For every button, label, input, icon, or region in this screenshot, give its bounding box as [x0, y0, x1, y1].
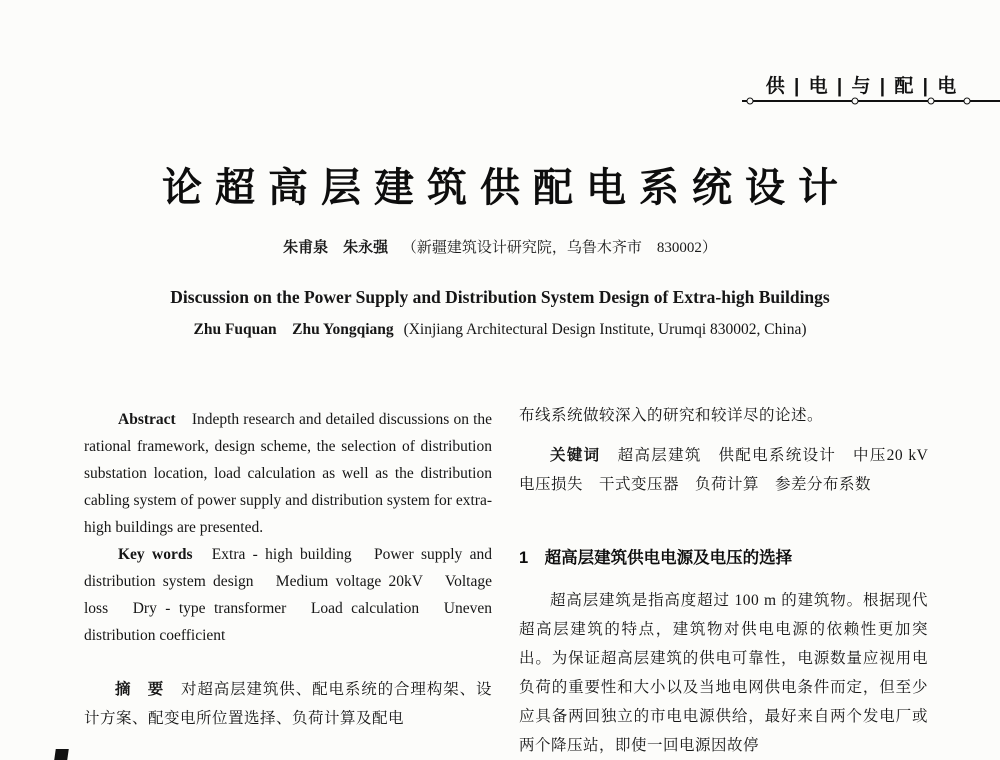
abstract-text: Indepth research and detailed discussions on the rational framework, design scheme, the selection of distribution substation location, load calculation as well as the distribution cabling system of power supply and distribution system for extra-high buildings are presented. — [84, 411, 493, 536]
rubric-divider-line — [742, 100, 1000, 102]
abstract-paragraph-cn — [84, 675, 492, 733]
keywords-text-en: Extra - high building Power supply and distribution system design Medium voltage 20kV Voltage loss Dry - type transformer Load calculation Uneven distribution coefficient — [84, 546, 492, 644]
keywords-label-cn: 关键词 — [550, 447, 601, 464]
keywords-text-cn: 超高层建筑 供配电系统设计 中压20 kV 电压损失 干式变压器 负荷计算 参差分布系数 — [519, 447, 945, 493]
keywords-label-en: Key words — [118, 546, 193, 563]
scan-artifact — [54, 749, 69, 760]
left-column — [84, 406, 492, 733]
section-1-body: 超高层建筑是指高度超过 100 m 的建筑物。根据现代超高层建筑的特点，建筑物对供电电源的依赖性更加突出。为保证超高层建筑的供电可靠性，电源数量应视用电负荷的重要性和大小以及当地电网供电条件而定，但至少应具备两回独立的市电电源供给，最好来自两个发电厂或两个降压站，即使一回电源因故停 — [519, 592, 928, 754]
rubric-title: 供 | 电 | 与 | 配 | 电 — [765, 76, 959, 97]
authors-line-cn — [0, 236, 1000, 257]
abstract-text-cn: 对超高层建筑供、配电系统的合理构架、设计方案、配变电所位置选择、负荷计算及配电 — [84, 681, 492, 727]
abstract-continuation-cn: 布线系统做较深入的研究和较详尽的论述。 — [519, 407, 824, 424]
article-title-cn: 论超高层建筑供配电系统设计 — [162, 166, 851, 210]
divider-node-icon — [964, 98, 971, 105]
author-names-en: Zhu Fuquan Zhu Yongqiang — [193, 321, 394, 338]
article-title-en: Discussion on the Power Supply and Distribution System Design of Extra-high Buildings — [170, 287, 830, 307]
abstract-label: Abstract — [118, 411, 176, 428]
divider-node-icon — [852, 98, 859, 105]
authors-line-en — [0, 317, 1000, 339]
section-1-heading: 1 超高层建筑供电电源及电压的选择 — [519, 549, 793, 567]
author-names-cn: 朱甫泉 朱永强 — [283, 240, 389, 256]
divider-node-icon — [747, 98, 754, 105]
abstract-paragraph — [84, 406, 492, 541]
keywords-paragraph-en — [84, 541, 492, 649]
keywords-paragraph-cn — [519, 441, 945, 499]
author-affiliation-cn: （新疆建筑设计研究院，乌鲁木齐市 830002） — [401, 240, 717, 256]
divider-node-icon — [928, 98, 935, 105]
author-affiliation-en: (Xinjiang Architectural Design Institute, Urumqi 830002, China) — [403, 321, 807, 338]
abstract-label-cn: 摘 要 — [115, 681, 165, 698]
right-column — [519, 401, 945, 760]
